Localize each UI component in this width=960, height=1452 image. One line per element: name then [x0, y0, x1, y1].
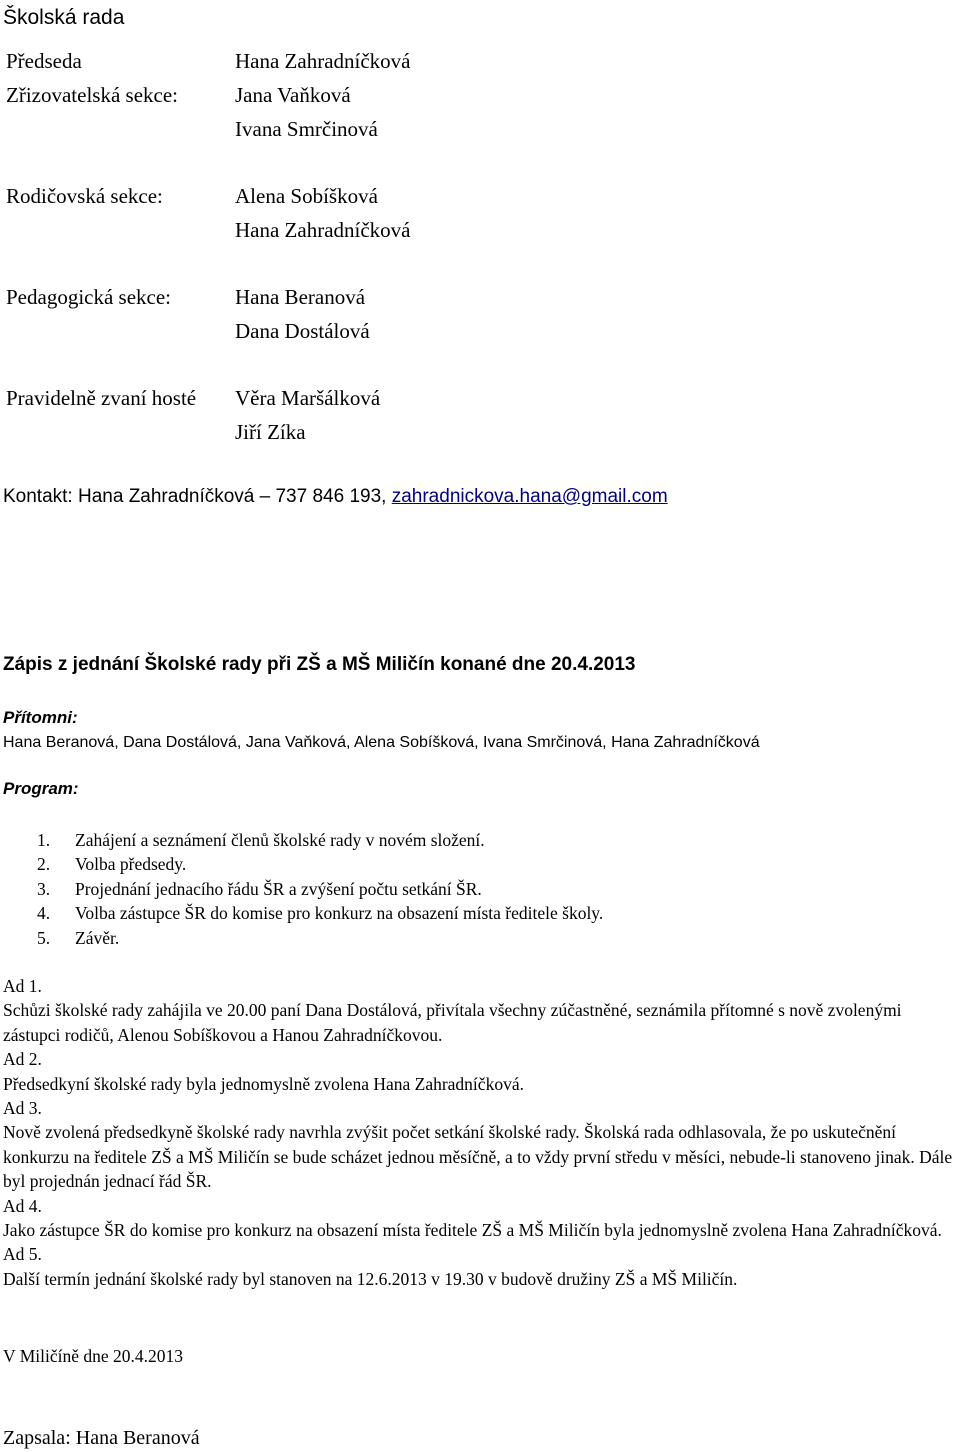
section-label: Pedagogická sekce:: [6, 285, 172, 309]
member-name: Hana Beranová: [235, 285, 366, 309]
section-label: Pravidelně zvaní hosté: [6, 386, 197, 410]
program-item-number: 2.: [37, 854, 51, 875]
program-item: [37, 901, 603, 925]
council-title: Školská rada: [3, 6, 125, 29]
program-item: [37, 828, 603, 852]
contact-text: Kontakt: Hana Zahradníčková – 737 846 193,: [3, 486, 392, 507]
present-list: Hana Beranová, Dana Dostálová, Jana Vaňková, Alena Sobíšková, Ivana Smrčinová, Hana Zahradníčková: [3, 734, 760, 751]
contact-email-link[interactable]: zahradnickova.hana@gmail.com: [391, 486, 668, 507]
program-item-text: Volba zástupce ŠR do komise pro konkurz na obsazení místa ředitele školy.: [75, 903, 604, 924]
program-item: [37, 926, 603, 950]
member-name: Hana Zahradníčková: [235, 218, 411, 242]
program-item: [37, 877, 603, 901]
item-text: Předsedkyní školské rady byla jednomyslně zvolena Hana Zahradníčková.: [3, 1073, 524, 1094]
member-name: Hana Zahradníčková: [235, 49, 411, 73]
member-name: Ivana Smrčinová: [235, 117, 378, 141]
program-item: [37, 852, 603, 876]
member-name: Věra Maršálková: [235, 386, 381, 410]
program-item-text: Volba předsedy.: [75, 854, 187, 875]
program-item-number: 5.: [37, 927, 51, 948]
member-name: Jana Vaňková: [235, 83, 351, 107]
item-label: Ad 1.: [3, 976, 42, 996]
item-text: Jako zástupce ŠR do komise pro konkurz na obsazení místa ředitele ZŠ a MŠ Miličín byla jednomyslně zvolena Hana Zahradníčková.: [3, 1220, 942, 1241]
minutes-body: [3, 974, 958, 1291]
member-name: Jiří Zíka: [235, 420, 306, 444]
item-text: Nově zvolená předsedkyně školské rady navrhla zvýšit počet setkání školské rady. Školská rada odhlasovala, že po uskutečnění konkurzu na ředitele ZŠ a MŠ Miličín se bude scházet jednou měsíčně, a to vždy první středu v měsíci, nebude-li stanoveno jinak. Dále byl projednán jednací řád ŠR.: [3, 1122, 953, 1192]
place-date: V Miličíně dne 20.4.2013: [3, 1346, 184, 1366]
item-label: Ad 2.: [3, 1049, 42, 1070]
item-label: Ad 5.: [3, 1244, 42, 1265]
program-label: Program:: [3, 779, 79, 798]
contact-line: [3, 481, 668, 513]
section-names: [235, 78, 378, 146]
minutes-heading: Zápis z jednání Školské rady při ZŠ a MŠ Miličín konané dne 20.4.2013: [3, 654, 636, 675]
program-item-number: 1.: [37, 830, 51, 850]
section-names: [235, 381, 380, 449]
present-label: Přítomni:: [3, 708, 78, 727]
program-item-text: Závěr.: [75, 927, 120, 948]
section-label: Předseda: [6, 49, 82, 73]
section-names: [235, 179, 411, 247]
member-name: Dana Dostálová: [235, 319, 370, 343]
item-text: Schůzi školské rady zahájila ve 20.00 paní Dana Dostálová, přivítala všechny zúčastněné, seznámila přítomné s nově zvolenými zástupci rodičů, Alenou Sobíškovou a Hanou Zahradníčkovou.: [3, 1000, 902, 1045]
program-item-number: 4.: [37, 903, 51, 924]
section-label: Zřizovatelská sekce:: [6, 83, 178, 107]
item-label: Ad 4.: [3, 1195, 42, 1216]
section-names: [235, 44, 411, 78]
program-item-text: Zahájení a seznámení členů školské rady v novém složení.: [75, 830, 485, 850]
item-text: Další termín jednání školské rady byl stanoven na 12.6.2013 v 19.30 v budově družiny ZŠ a MŠ Miličín.: [3, 1268, 738, 1289]
section-names: [235, 280, 370, 348]
signed-by: Zapsala: Hana Beranová: [3, 1427, 200, 1449]
program-list: [37, 828, 603, 950]
item-label: Ad 3.: [3, 1098, 42, 1119]
program-item-number: 3.: [37, 878, 51, 899]
section-label: Rodičovská sekce:: [6, 184, 163, 208]
member-name: Alena Sobíšková: [235, 184, 378, 208]
program-item-text: Projednání jednacího řádu ŠR a zvýšení počtu setkání ŠR.: [75, 878, 482, 899]
